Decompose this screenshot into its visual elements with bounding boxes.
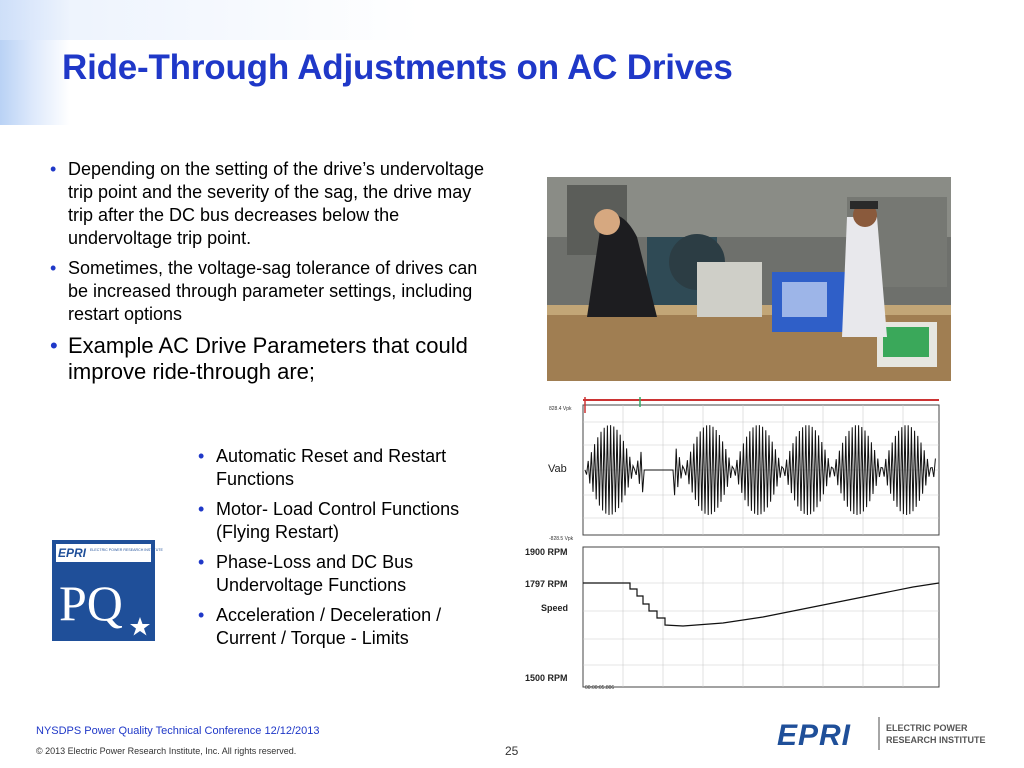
rpm-min-label: 1500 RPM xyxy=(525,673,568,683)
vab-label: Vab xyxy=(548,463,567,475)
rpm-max-label: 1900 RPM xyxy=(525,547,568,557)
bullet-item xyxy=(48,158,488,250)
epri-pq-logo xyxy=(52,540,163,641)
bullet-list xyxy=(48,158,488,392)
epri-logo-line1: ELECTRIC POWER xyxy=(886,723,968,733)
bullet-dot: • xyxy=(50,258,57,278)
bullet-dot: • xyxy=(198,446,205,466)
pq-logo-brand-sub: ELECTRIC POWER RESEARCH INSTITUTE xyxy=(90,548,163,552)
rpm-mid-label: 1797 RPM xyxy=(525,579,568,589)
bullet-text: Sometimes, the voltage-sag tolerance of drives can be increased through parameter settings, including restart options xyxy=(68,258,478,324)
vab-min-label: -828.5 Vpk xyxy=(549,536,574,542)
slide-title: Ride-Through Adjustments on AC Drives xyxy=(62,48,733,87)
pq-logo-mark: PQ xyxy=(59,575,123,631)
waveform-recording xyxy=(523,397,941,690)
footer-copyright: © 2013 Electric Power Research Institute, Inc. All rights reserved. xyxy=(36,746,297,756)
bullet-dot: • xyxy=(50,159,57,179)
waveform-chart xyxy=(523,397,941,690)
bullet-item xyxy=(48,257,488,326)
bullet-text: Depending on the setting of the drive’s undervoltage trip point and the severity of the sag, the drive may trip after the DC bus decreases below the undervoltage trip point. xyxy=(68,159,484,248)
time-label: 00:00:05.806 xyxy=(585,685,615,691)
top-fade xyxy=(0,0,420,40)
sub-bullet-item xyxy=(196,445,486,491)
speed-label: Speed xyxy=(541,603,569,613)
vab-max-label: 828.4 Vpk xyxy=(549,406,572,412)
bullet-dot: • xyxy=(50,333,58,358)
sub-bullet-text: Acceleration / Deceleration / Current / Torque - Limits xyxy=(216,605,442,648)
bullet-dot: • xyxy=(198,605,205,625)
sub-bullet-item xyxy=(196,498,486,544)
sub-bullet-text: Phase-Loss and DC Bus Undervoltage Functions xyxy=(216,552,414,595)
sub-bullet-text: Automatic Reset and Restart Functions xyxy=(216,446,447,489)
page-number: 25 xyxy=(505,744,519,758)
lab-photo xyxy=(547,177,951,381)
pq-logo-brand: EPRI xyxy=(58,546,87,560)
bullet-dot: • xyxy=(198,552,205,572)
bullet-item xyxy=(48,333,488,385)
pq-logo-graphic xyxy=(52,540,163,641)
sub-bullet-text: Motor- Load Control Functions (Flying Restart) xyxy=(216,499,460,542)
sub-bullet-list xyxy=(196,445,486,657)
epri-footer-logo xyxy=(775,712,990,754)
sub-bullet-item xyxy=(196,551,486,597)
epri-logo-line2: RESEARCH INSTITUTE xyxy=(886,735,986,745)
bullet-dot: • xyxy=(198,499,205,519)
epri-logo-wordmark: EPRI xyxy=(777,719,852,752)
epri-logo-graphic xyxy=(775,712,990,754)
bullet-text: Example AC Drive Parameters that could improve ride-through are; xyxy=(68,333,468,384)
lab-photo-image xyxy=(547,177,951,381)
footer-conference: NYSDPS Power Quality Technical Conference 12/12/2013 xyxy=(36,725,320,737)
sub-bullet-item xyxy=(196,604,486,650)
